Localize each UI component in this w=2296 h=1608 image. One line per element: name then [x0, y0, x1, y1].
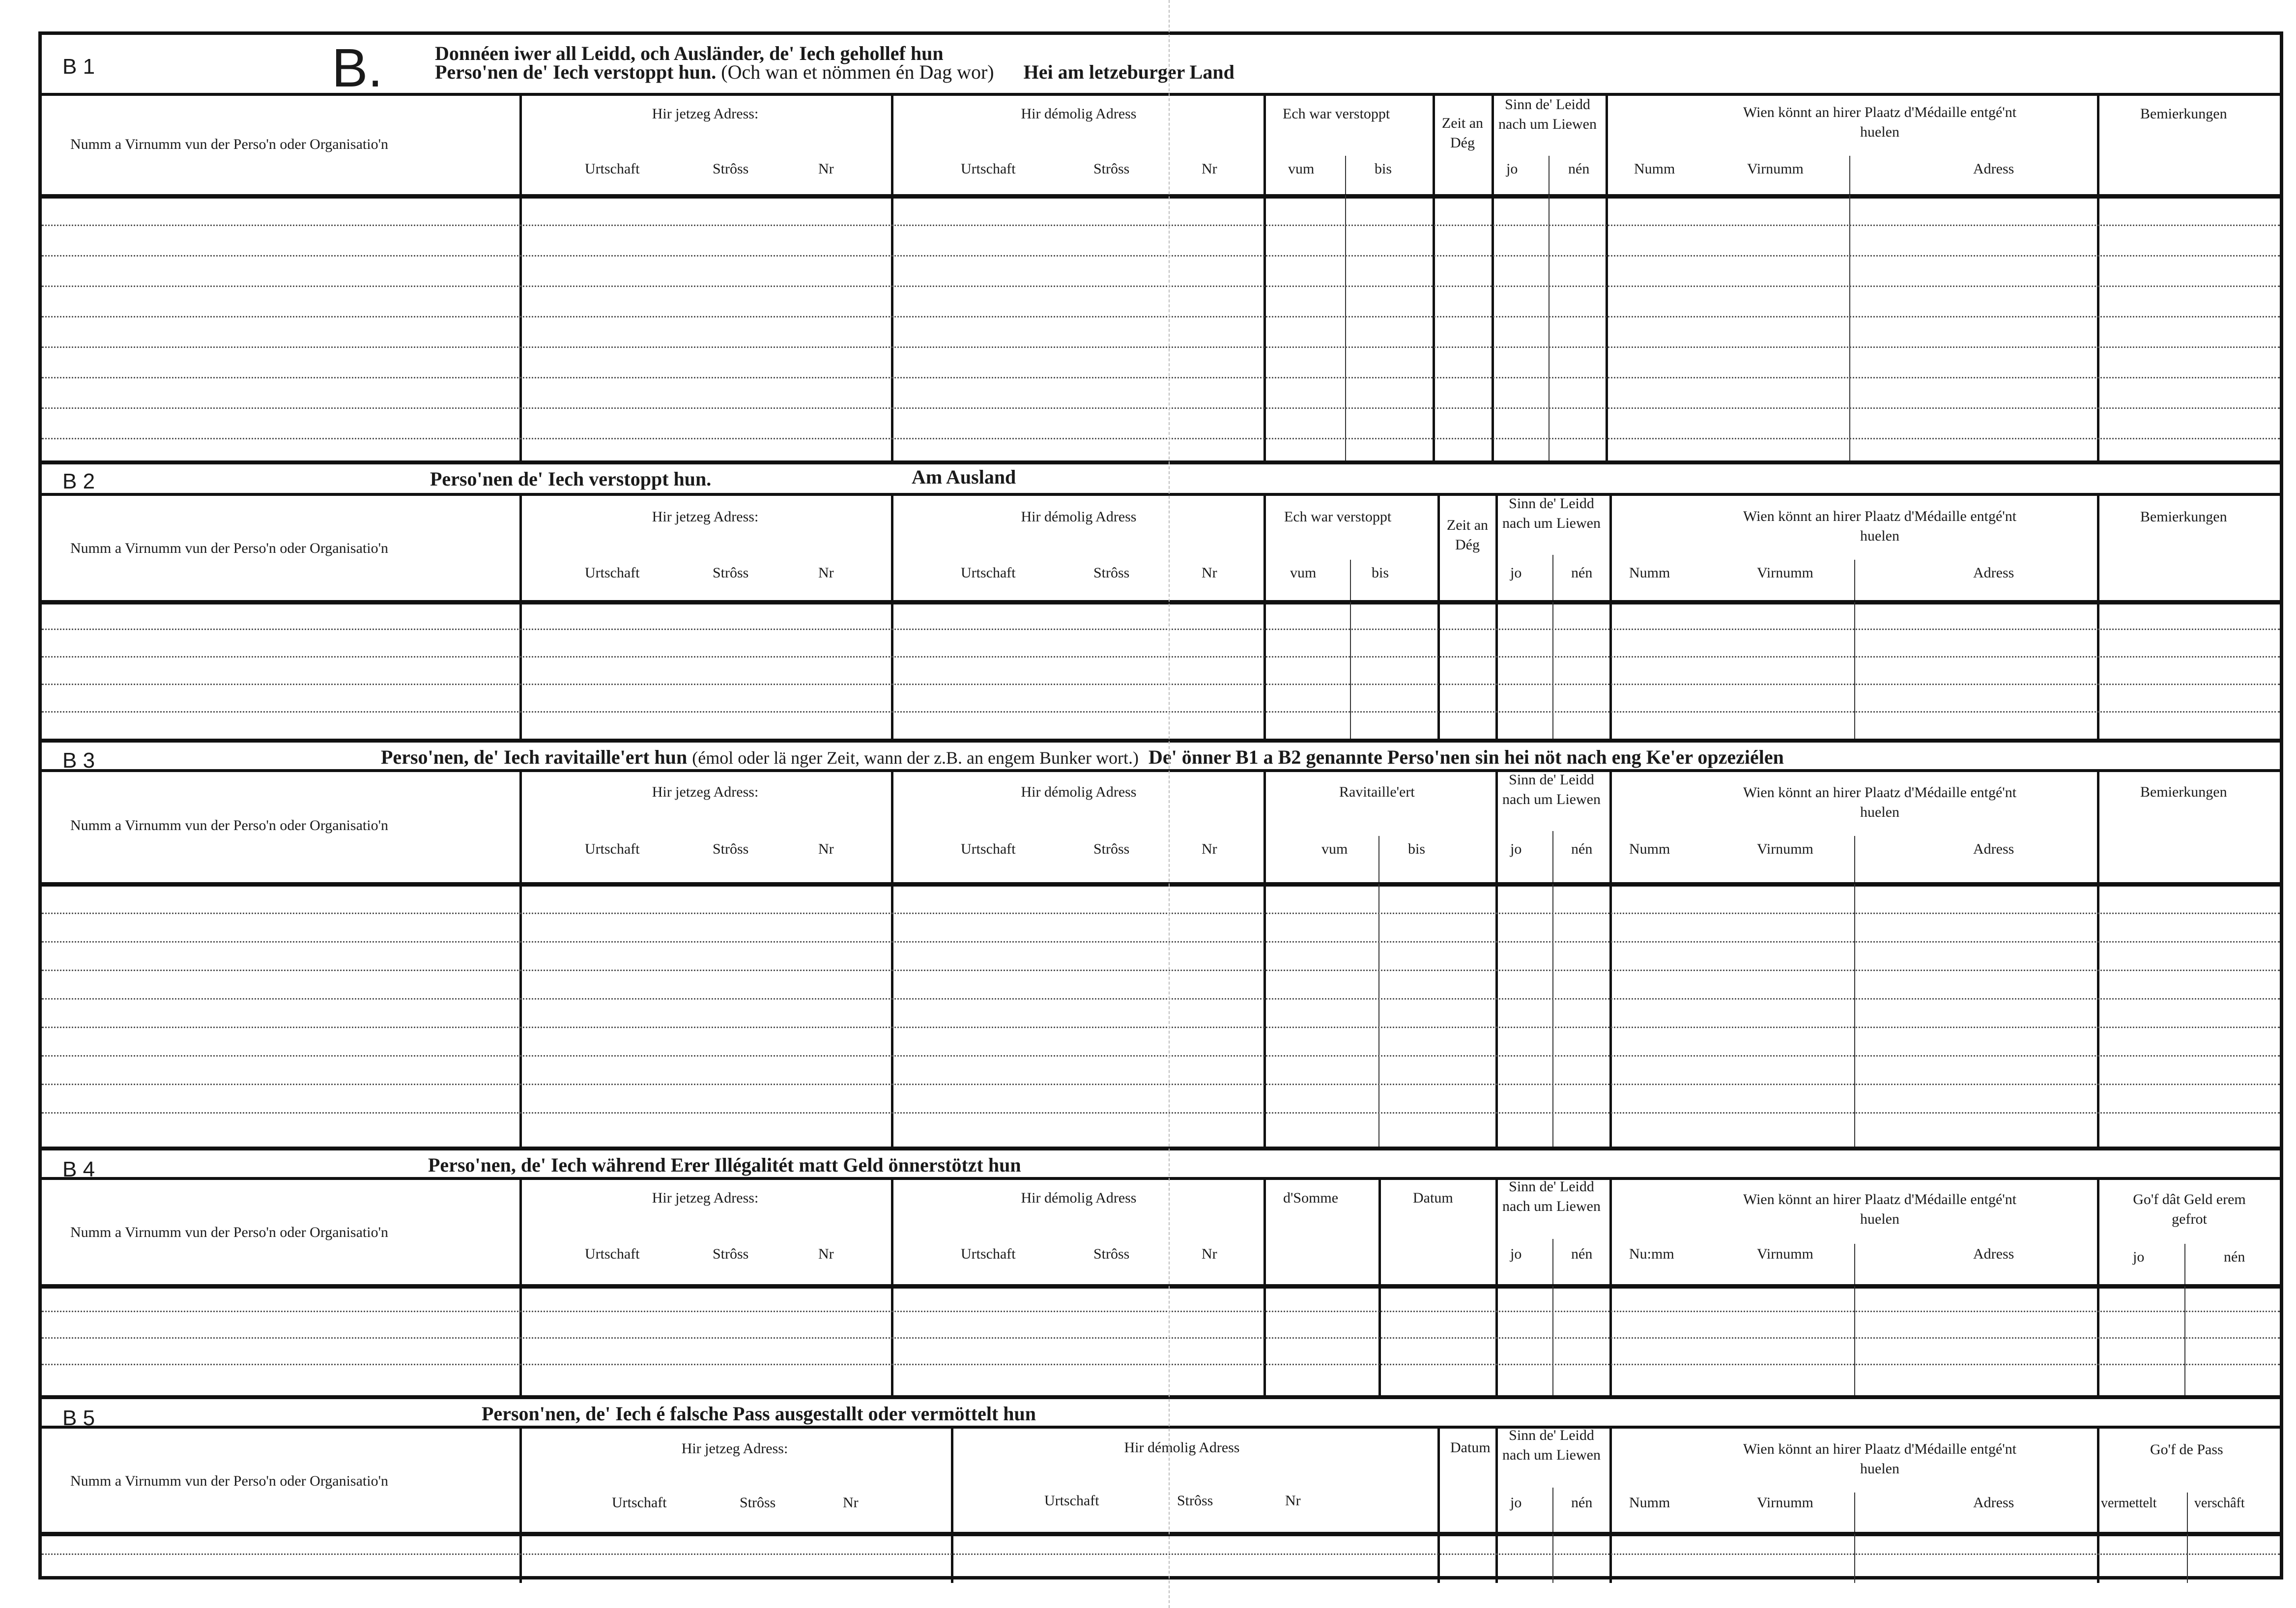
firstname-header: Virnumm — [1757, 1246, 1813, 1262]
section-title: Person'nen, de' Iech é falsche Pass ausgestallt oder vermöttelt hun — [482, 1403, 1036, 1425]
section-title: Perso'nen de' Iech verstoppt hun. — [430, 468, 712, 490]
former-address-header: Hir démolig Adress — [1021, 106, 1137, 122]
place-header: Urtschaft — [612, 1494, 667, 1511]
place-header: Urtschaft — [585, 565, 640, 581]
b2-entry-rows — [42, 602, 2280, 741]
surname-header: Numm — [1629, 841, 1670, 857]
street-header: Strôss — [1093, 841, 1130, 857]
yes-header: jo — [1510, 1246, 1522, 1262]
remarks-header: Bemierkungen — [2140, 784, 2227, 800]
medal-header: Wien könnt an hirer Plaatz d'Médaille entgé'nt huelen — [1743, 1441, 2017, 1477]
hidden-header: Ech war verstoppt — [1283, 106, 1390, 122]
place-header: Urtschaft — [961, 1246, 1016, 1262]
nr-header: Nr — [818, 565, 834, 581]
hidden-header: Ech war verstoppt — [1284, 509, 1392, 525]
former-address-header: Hir démolig Adress — [1021, 509, 1137, 525]
alive-header: Sinn de' Leidd nach um Liewen — [1498, 96, 1597, 132]
medal-header: Wien könnt an hirer Plaatz d'Médaille entgé'nt huelen — [1743, 104, 2017, 140]
alive-header: Sinn de' Leidd nach um Liewen — [1502, 1427, 1601, 1463]
street-header: Strôss — [713, 161, 749, 177]
yes-header: jo — [1506, 161, 1518, 177]
firstname-header: Virnumm — [1757, 841, 1813, 857]
section-id: B 3 — [62, 748, 95, 773]
address-header: Adress — [1973, 841, 2014, 857]
place-header: Urtschaft — [585, 161, 640, 177]
date-header: Datum — [1450, 1439, 1491, 1456]
address-header: Adress — [1973, 161, 2014, 177]
nr-header: Nr — [843, 1494, 859, 1511]
nr-header: Nr — [1285, 1493, 1301, 1509]
alive-header: Sinn de' Leidd nach um Liewen — [1502, 1178, 1601, 1214]
no-header: nén — [2224, 1249, 2245, 1265]
nr-header: Nr — [818, 161, 834, 177]
medal-header: Wien könnt an hirer Plaatz d'Médaille entgé'nt huelen — [1743, 784, 2017, 820]
section-title: Perso'nen, de' Iech während Erer Illégalitét matt Geld önnerstötzt hun — [428, 1154, 1021, 1176]
b3-entry-rows — [42, 884, 2280, 1148]
place-header: Urtschaft — [961, 565, 1016, 581]
days-header: Zeit an Dég — [1441, 115, 1484, 151]
firstname-header: Virnumm — [1747, 161, 1804, 177]
surname-header: Nu:mm — [1629, 1246, 1674, 1262]
section-b2-title — [42, 460, 2280, 494]
street-header: Strôss — [1093, 565, 1130, 581]
to-header: bis — [1375, 161, 1392, 177]
street-header: Strôss — [1093, 161, 1130, 177]
section-title-main: Perso'nen de' Iech verstoppt hun. — [435, 61, 717, 83]
fold-line — [1169, 0, 1170, 1608]
remarks-header: Bemierkungen — [2140, 106, 2227, 122]
form-letter: B. — [332, 38, 383, 98]
mediated-header: vermettelt — [2101, 1495, 2157, 1511]
from-header: vum — [1290, 565, 1317, 581]
current-address-header: Hir jetzeg Adress: — [652, 509, 759, 525]
section-id: B 4 — [62, 1157, 95, 1181]
address-header: Adress — [1973, 1494, 2014, 1511]
medal-header: Wien könnt an hirer Plaatz d'Médaille entgé'nt huelen — [1743, 1191, 2017, 1227]
section-title-line — [381, 746, 1784, 769]
remarks-header: Bemierkungen — [2140, 509, 2227, 525]
yes-header: jo — [1510, 1494, 1522, 1511]
place-header: Urtschaft — [585, 1246, 640, 1262]
section-title-note: (Och wan et nömmen én Dag wor) — [721, 61, 994, 83]
section-title-tail: De' önner B1 a B2 genannte Perso'nen sin hei nöt nach eng Ke'er opzeziélen — [1148, 746, 1784, 768]
supplied-header: Ravitaille'ert — [1339, 784, 1415, 800]
nr-header: Nr — [818, 1246, 834, 1262]
to-header: bis — [1408, 841, 1426, 857]
surname-header: Numm — [1629, 1494, 1670, 1511]
former-address-header: Hir démolig Adress — [1021, 784, 1137, 800]
b4-header-row — [42, 1177, 2280, 1289]
firstname-header: Virnumm — [1757, 1494, 1813, 1511]
section-b1-title — [42, 35, 2280, 98]
nr-header: Nr — [1202, 565, 1217, 581]
b4-entry-rows — [42, 1286, 2280, 1396]
section-b3-title — [42, 739, 2280, 772]
b3-header-row — [42, 769, 2280, 887]
yes-header: jo — [1510, 841, 1522, 857]
from-header: vum — [1288, 161, 1315, 177]
place-header: Urtschaft — [961, 161, 1016, 177]
section-id: B 1 — [62, 55, 95, 79]
to-header: bis — [1372, 565, 1389, 581]
sum-header: d'Somme — [1283, 1190, 1339, 1206]
section-title: Donnéen iwer all Leidd, och Ausländer, de' Iech gehollef hun — [435, 42, 944, 64]
b1-entry-rows — [42, 195, 2280, 461]
section-title: Perso'nen, de' Iech ravitaille'ert hun — [381, 746, 688, 768]
no-header: nén — [1571, 565, 1593, 581]
no-header: nén — [1571, 1246, 1593, 1262]
yes-header: jo — [2133, 1249, 2145, 1265]
b1-header-row — [42, 93, 2280, 199]
place-header: Urtschaft — [961, 841, 1016, 857]
former-address-header: Hir démolig Adress — [1124, 1439, 1240, 1456]
days-header: Zeit an Dég — [1446, 517, 1489, 553]
pass-header: Go'f de Pass — [2150, 1441, 2223, 1458]
surname-header: Numm — [1629, 565, 1670, 581]
section-id: B 2 — [62, 469, 95, 493]
yes-header: jo — [1510, 565, 1522, 581]
alive-header: Sinn de' Leidd nach um Liewen — [1502, 772, 1601, 807]
nr-header: Nr — [1202, 1246, 1217, 1262]
surname-header: Numm — [1634, 161, 1675, 177]
section-title-line2 — [435, 60, 1234, 84]
current-address-header: Hir jetzeg Adress: — [652, 106, 759, 122]
name-col-header: Numm a Virnumm vun der Perso'n oder Organisatio'n — [70, 540, 388, 556]
section-b5-title — [42, 1395, 2280, 1429]
former-address-header: Hir démolig Adress — [1021, 1190, 1137, 1206]
street-header: Strôss — [713, 1246, 749, 1262]
place-header: Urtschaft — [1044, 1493, 1099, 1509]
name-col-header: Numm a Virnumm vun der Perso'n oder Organisatio'n — [70, 136, 388, 152]
refund-header: Go'f dât Geld erem gefrot — [2133, 1191, 2246, 1227]
no-header: nén — [1568, 161, 1590, 177]
b2-header-row — [42, 493, 2280, 604]
address-header: Adress — [1973, 1246, 2014, 1262]
bought-header: verschâft — [2194, 1495, 2245, 1511]
current-address-header: Hir jetzeg Adress: — [652, 784, 759, 800]
form-frame — [38, 31, 2283, 1579]
address-header: Adress — [1973, 565, 2014, 581]
no-header: nén — [1571, 1494, 1593, 1511]
b5-header-row — [42, 1426, 2280, 1536]
name-col-header: Numm a Virnumm vun der Perso'n oder Organisatio'n — [70, 1473, 388, 1489]
name-col-header: Numm a Virnumm vun der Perso'n oder Organisatio'n — [70, 1224, 388, 1240]
street-header: Strôss — [1177, 1493, 1213, 1509]
street-header: Strôss — [713, 841, 749, 857]
current-address-header: Hir jetzeg Adress: — [681, 1440, 788, 1457]
alive-header: Sinn de' Leidd nach um Liewen — [1502, 495, 1601, 531]
street-header: Strôss — [1093, 1246, 1130, 1262]
current-address-header: Hir jetzeg Adress: — [652, 1190, 759, 1206]
section-b4-title — [42, 1147, 2280, 1180]
nr-header: Nr — [1202, 841, 1217, 857]
b5-entry-rows — [42, 1534, 2280, 1583]
section-title-note: (émol oder lä nger Zeit, wann der z.B. an engem Bunker wort.) — [692, 748, 1139, 768]
place-header: Urtschaft — [585, 841, 640, 857]
name-col-header: Numm a Virnumm vun der Perso'n oder Organisatio'n — [70, 817, 388, 833]
no-header: nén — [1571, 841, 1593, 857]
nr-header: Nr — [1202, 161, 1217, 177]
nr-header: Nr — [818, 841, 834, 857]
street-header: Strôss — [740, 1494, 776, 1511]
from-header: vum — [1321, 841, 1348, 857]
medal-header: Wien könnt an hirer Plaatz d'Médaille entgé'nt huelen — [1743, 508, 2017, 544]
section-title-tail: Hei am letzeburger Land — [1023, 61, 1234, 83]
street-header: Strôss — [713, 565, 749, 581]
section-id: B 5 — [62, 1406, 95, 1430]
date-header: Datum — [1413, 1190, 1453, 1206]
section-title-tail: Am Ausland — [912, 466, 1016, 488]
firstname-header: Virnumm — [1757, 565, 1813, 581]
